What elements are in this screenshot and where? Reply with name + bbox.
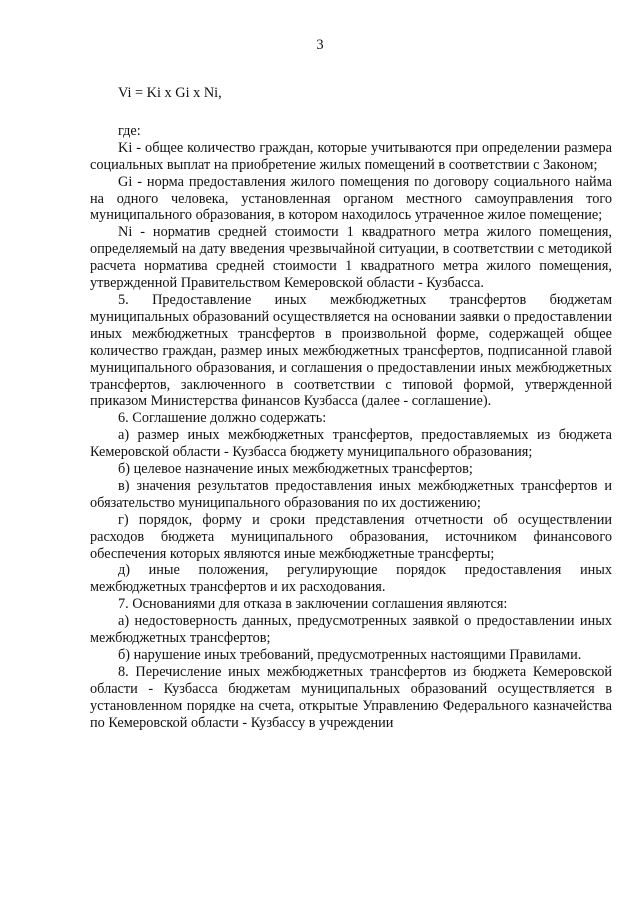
clause-6-item-b: б) целевое назначение иных межбюджетных трансфертов;	[118, 461, 473, 478]
where-label: где:	[118, 122, 141, 139]
definition-ki: Ki - общее количество граждан, которые учитываются при определении размера социальных выплат на приобретение жилых помещений в соответствии с Законом;	[90, 139, 612, 173]
clause-6-item-a: а) размер иных межбюджетных трансфертов, предоставляемых из бюджета Кемеровской области - Кузбасса бюджету муниципального образования;	[90, 427, 612, 461]
clause-6-item-d: д) иные положения, регулирующие порядок предоставления иных межбюджетных трансфертов и их расходования.	[90, 562, 612, 596]
page-number: 3	[316, 37, 324, 53]
clause-6-item-g: г) порядок, форму и сроки представления отчетности об осуществлении расходов бюджета муниципального образования, источником финансового обеспечения которых являются иные межбюджетные трансферты;	[90, 511, 612, 562]
clause-6-item-v: в) значения результатов предоставления иных межбюджетных трансфертов и обязательство муниципального образования по их достижению;	[90, 477, 612, 511]
definition-ni: Ni - норматив средней стоимости 1 квадратного метра жилого помещения, определяемый на дату введения чрезвычайной ситуации, в соответствии с методикой расчета норматива средней стоимости 1 квадратного метра жилого помещения, утвержденной Правительством Кемеровской области - Кузбасса.	[90, 224, 612, 292]
clause-6: 6. Соглашение должно содержать:	[118, 410, 327, 427]
clause-7-item-b: б) нарушение иных требований, предусмотренных настоящими Правилами.	[118, 647, 582, 663]
definition-gi: Gi - норма предоставления жилого помещения по договору социального найма на одного человека, установленная органом местного самоуправления того муниципального образования, в котором находилось утраченное жилое помещение;	[90, 173, 612, 224]
formula: Vi = Ki x Gi x Ni,	[118, 85, 222, 101]
clause-8: 8. Перечисление иных межбюджетных трансфертов из бюджета Кемеровской области - Кузбасса бюджетам муниципальных образований осуществляется в установленном порядке на счета, открытые Управлению Федерального казначейства по Кемеровской области - Кузбассу в учреждении	[90, 663, 612, 731]
document-body	[90, 85, 612, 732]
clause-7-item-a: а) недостоверность данных, предусмотренных заявкой о предоставлении иных межбюджетных трансфертов;	[90, 613, 612, 647]
clause-5: 5. Предоставление иных межбюджетных трансфертов бюджетам муниципальных образований осуществляется на основании заявки о предоставлении иных межбюджетных трансфертов в произвольной форме, содержащей общее количество граждан, размер иных межбюджетных трансфертов, подписанной главой муниципального образования, и соглашения о предоставлении иных межбюджетных трансфертов, заключенного в соответствии с типовой формой, утвержденной приказом Министерства финансов Кузбасса (далее - соглашение).	[90, 291, 612, 410]
clause-7: 7. Основаниями для отказа в заключении соглашения являются:	[118, 596, 508, 613]
